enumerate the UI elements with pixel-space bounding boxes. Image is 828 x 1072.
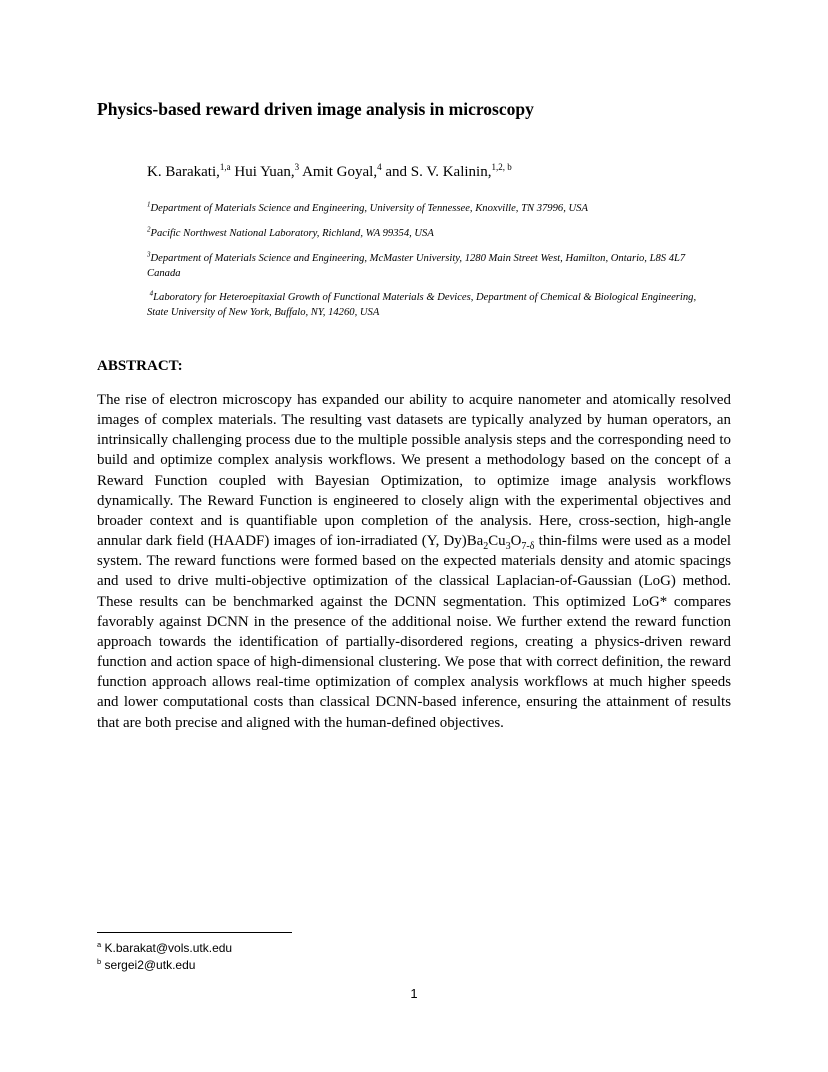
- affiliation-4: [147, 290, 707, 320]
- footnote-email-link[interactable]: K.barakat@vols.utk.edu: [104, 941, 233, 955]
- footnote-b: [97, 958, 195, 972]
- affiliation-1: [147, 201, 707, 216]
- author-affiliation-mark: 3: [294, 162, 300, 172]
- abstract-body: [97, 390, 731, 733]
- abstract-text: thin-films were used as a model system. The reward functions were formed based on the expected materials density and atomic spacings and used to drive multi-objective optimization of the classical Laplacian-of-Gaussian (LoG) method. These results can be benchmarked against the DCNN segmentation. This optimized LoG* compares favorably against DCNN in the presence of the additional noise. We further extend the reward function approach towards the identification of partially-disordered regions, creating a physics-driven reward function and action space of high-dimensional clustering. We pose that with correct definition, the reward function approach allows real-time optimization of complex analysis workflows at much higher speeds and lower computational costs than classical DCNN-based inference, ensuring the attainment of results that are both precise and aligned with the human-defined objectives.: [97, 533, 732, 731]
- paper-title: Physics-based reward driven image analysis in microscopy: [97, 99, 534, 119]
- affiliation-mark: 1: [147, 200, 151, 209]
- affiliation-text: Pacific Northwest National Laboratory, Richland, WA 99354, USA: [150, 228, 434, 239]
- abstract-heading: ABSTRACT:: [97, 358, 183, 374]
- affiliation-text: Laboratory for Heteroepitaxial Growth of Functional Materials & Devices, Department of Chemical & Biological Engineering, State University of New York, Buffalo, NY, 14260, USA: [147, 292, 697, 318]
- author-name: K. Barakati,: [147, 164, 220, 180]
- subscript: 7-δ: [521, 541, 535, 553]
- footnote-a: [97, 941, 232, 955]
- affiliation-3: [147, 251, 707, 281]
- author-affiliation-mark: 1,a: [219, 162, 231, 172]
- author-affiliation-mark: 1,2, b: [491, 162, 512, 172]
- footnote-email-link[interactable]: sergei2@utk.edu: [104, 958, 196, 972]
- author-name: Hui Yuan,: [230, 164, 295, 180]
- page-number: 1: [410, 986, 418, 1001]
- affiliation-text: Department of Materials Science and Engineering, University of Tennessee, Knoxville, TN 37996, USA: [150, 203, 588, 214]
- affiliation-2: [147, 226, 707, 241]
- footnote-divider: [97, 932, 292, 933]
- footnote-mark: b: [97, 957, 102, 966]
- author-affiliation-mark: 4: [377, 162, 382, 172]
- abstract-text: The rise of electron microscopy has expanded our ability to acquire nanometer and atomically resolved images of complex materials. The resulting vast datasets are typically analyzed by human operators, an intrinsically challenging process due to the multiple possible analysis steps and the corresponding need to build and optimize complex analysis workflows. We present a methodology based on the concept of a Reward Function coupled with Bayesian Optimization, to optimize image analysis workflows dynamically. The Reward Function is engineered to closely align with the experimental objectives and broader context and is quantifiable upon completion of the analysis. Here, cross-section, high-angle annular dark field (HAADF) images of ion-irradiated (Y, Dy)Ba: [97, 392, 731, 550]
- abstract-text: O: [510, 533, 522, 550]
- abstract-text: Cu: [488, 533, 506, 550]
- author-name: Amit Goyal,: [299, 164, 378, 180]
- affiliation-mark: 2: [147, 225, 151, 234]
- author-list: [147, 164, 512, 181]
- affiliation-mark: 3: [147, 250, 151, 259]
- affiliation-mark: 4: [149, 289, 154, 298]
- footnote-mark: a: [97, 940, 102, 949]
- affiliation-text: Department of Materials Science and Engineering, McMaster University, 1280 Main Street West, Hamilton, Ontario, L8S 4L7 Canada: [147, 253, 686, 279]
- subscript: 3: [505, 541, 511, 553]
- author-name: and S. V. Kalinin,: [381, 164, 492, 180]
- subscript: 2: [483, 541, 489, 553]
